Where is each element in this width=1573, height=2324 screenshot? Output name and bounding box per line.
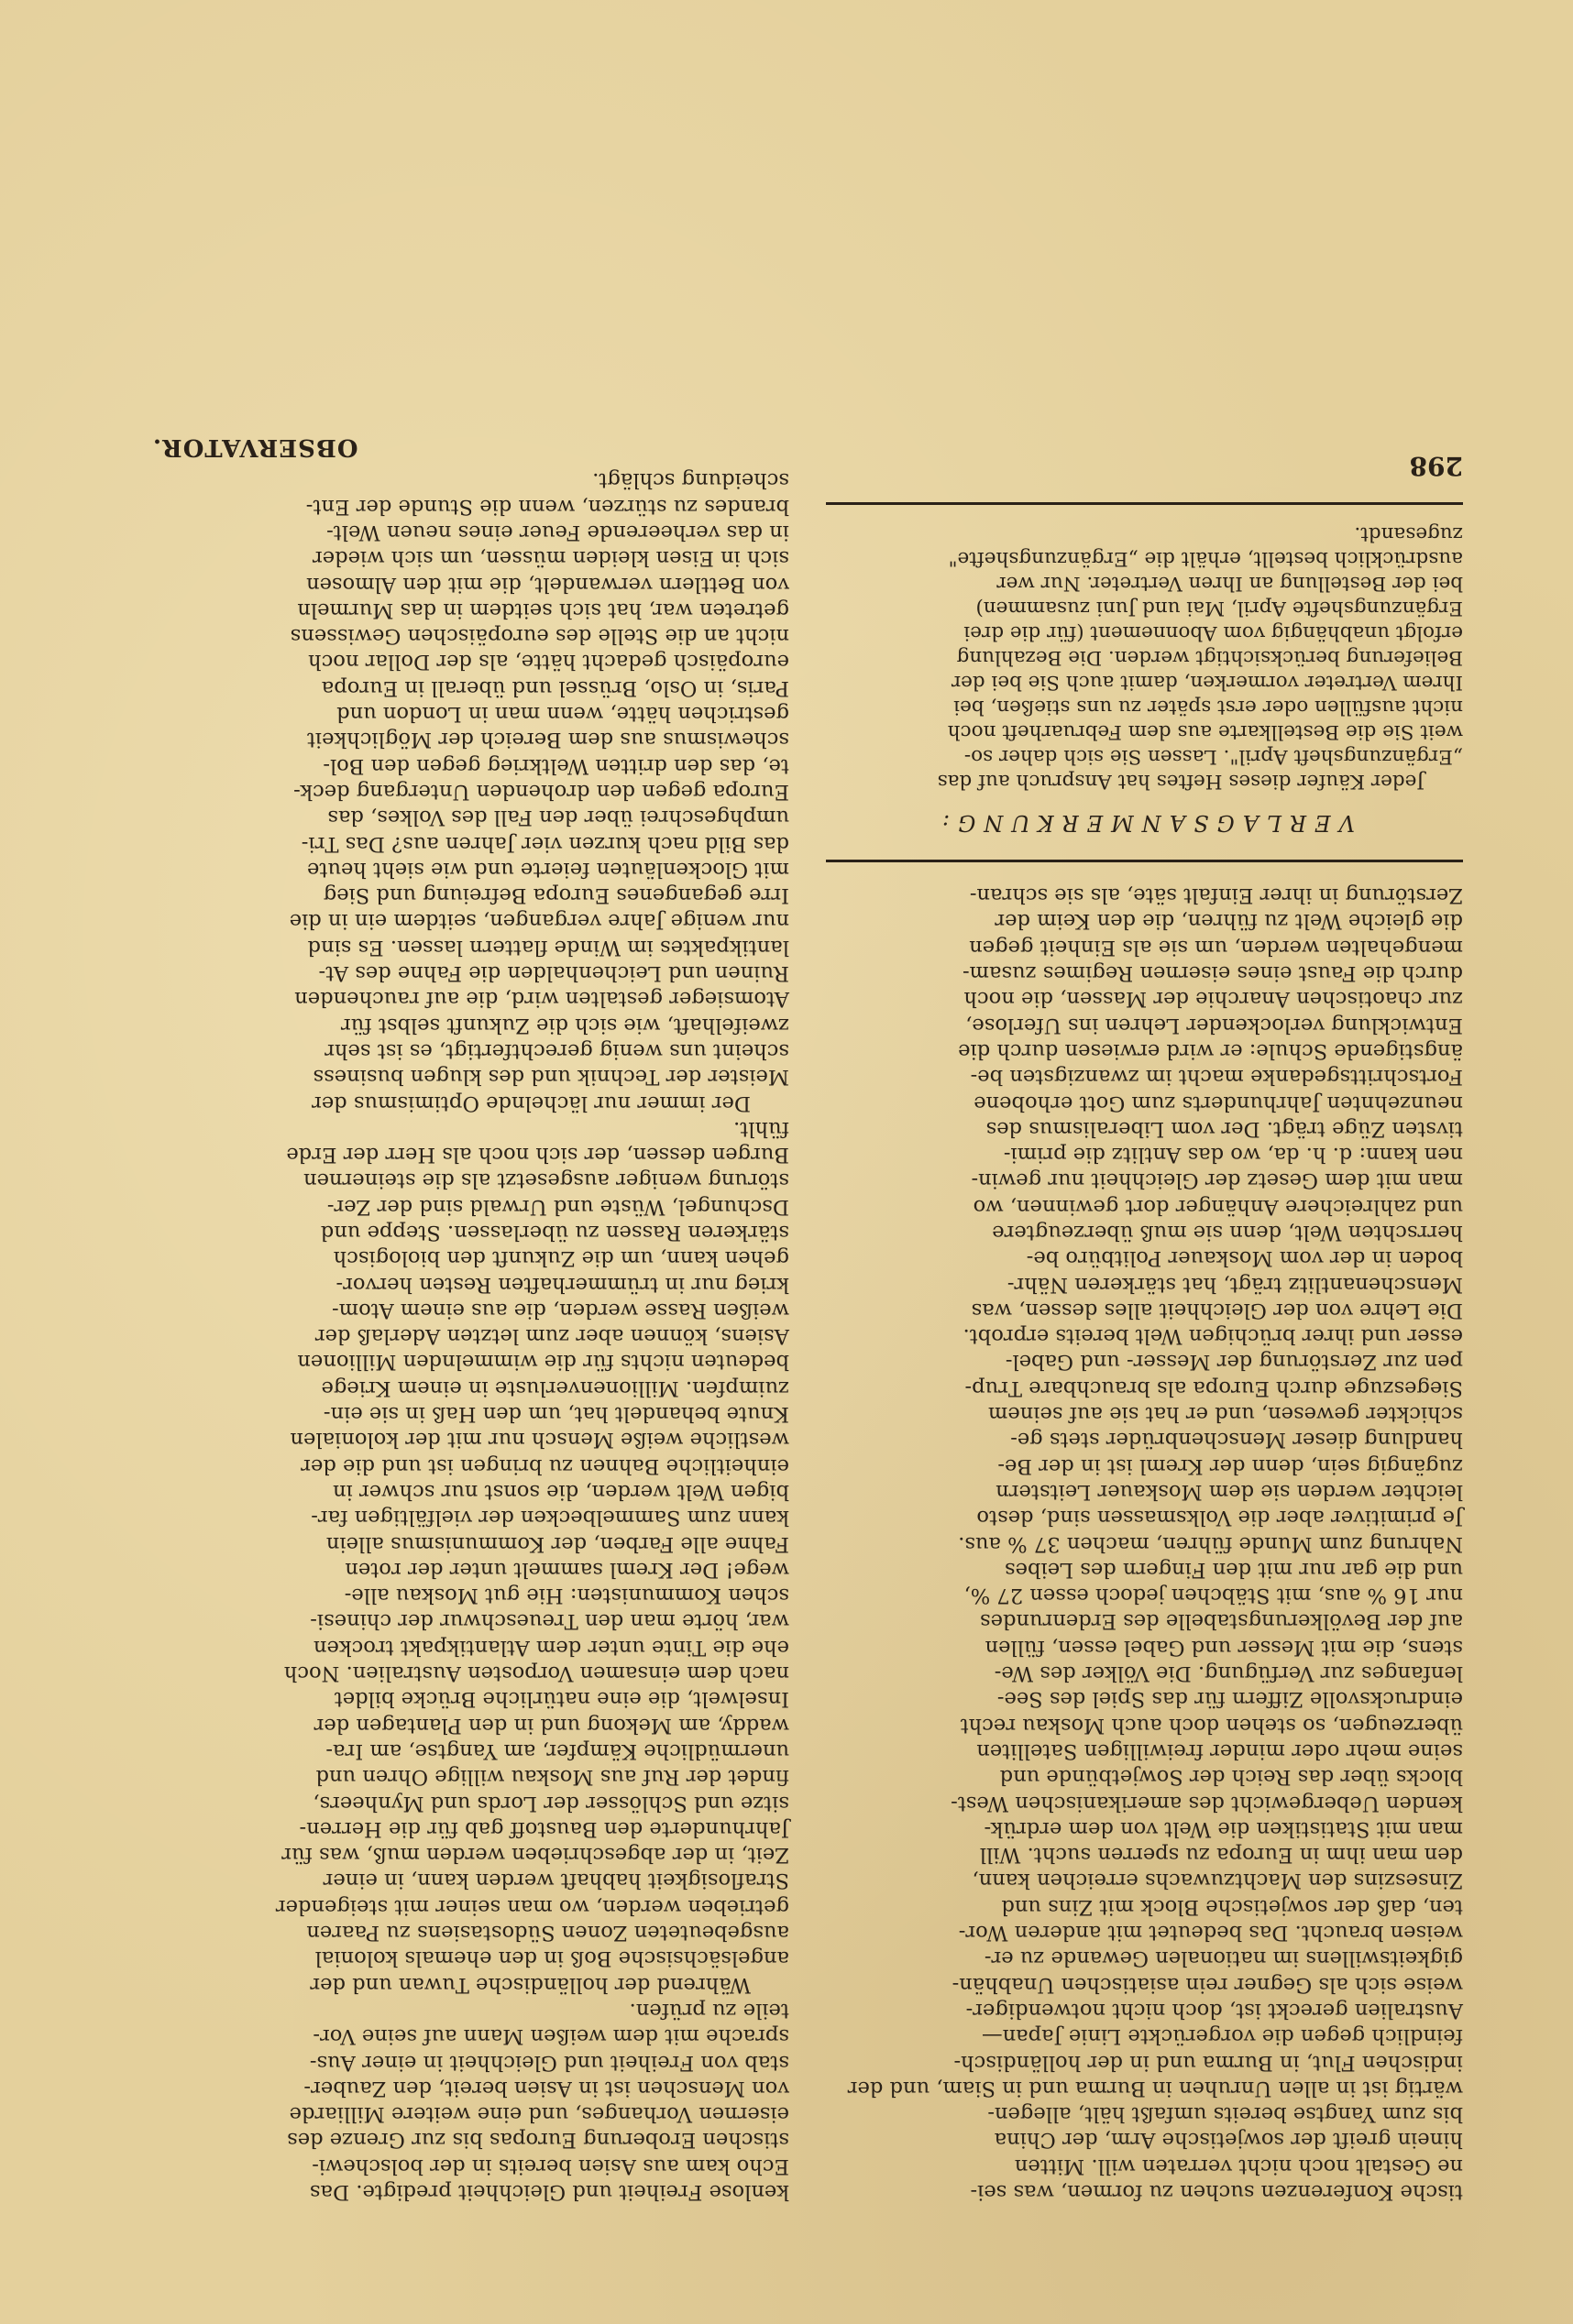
right-paragraph-1: kenlose Freiheit und Gleichheit predigte. Das Echo kam aus Asien bereits in der bolschewi- stischen Eroberung Europas bis zur Grenze des eisernen Vorhanges, und eine weitere Milliarde von Menschen ist in Asien bereit, den Zauber- stab von Freiheit und Gleichheit in einer Aus- sprache mit dem weißen Mann auf seine Vor- teile zu prüfen. xyxy=(287,1998,789,2204)
right-column xyxy=(152,434,789,2205)
page-number: 298 xyxy=(1409,450,1463,481)
right-paragraph-2: Während der holländische Tuwan und der angelsächsische Boß in den ehemals kolonial ausgebeuteten Zonen Südostasiens zu Paaren getrieben werden, wo man seiner mit steigender Straflosigkeit habhaft werden kann, in einer Zeit, in der abgeschrieben werden muß, was für Jahrhunderte den Baustoff gab für die Herren- sitze und Schlösser der Lords und Mynheers, findet der Ruf aus Moskau willige Ohren und unermüdliche Kämpfer, am Yangtse, am Ira- waddy, am Mekong und in den Plantagen der Inselwelt, die eine natürliche Brücke bildet nach dem einsamen Vorposten Australien. Noch ehe die Tinte unter dem Atlantikpakt trocken war, hörte man den Treueschwur der chinesi- schen Kommunisten: Hie gut Moskau alle- wege! Der Kreml sammelt unter der roten Fahne alle Farben, der Kommunismus allein kann zum Sammelbecken der vielfältigen far- bigen Welt werden, die sonst nur schwer in einheitliche Bahnen zu bringen ist und die der westliche weiße Mensch nur mit der kolonialen Knute behandelt hat, um den Haß in sie ein- zuimpfen. Millionenverluste in einem Kriege bedeuten nichts für die wimmelnden Millionen Asiens, können aber zum letzten Aderlaß der weißen Rasse werden, die aus einem Atom- krieg nur in trümmerhaften Resten hervor- gehen kann, um die Zukunft den biologisch stärkeren Rassen zu überlassen. Steppe und Dschungel, Wüste und Urwald sind der Zer- störung weniger ausgesetzt als die steinernen Burgen dessen, der sich noch als Herr der Erde fühlt. xyxy=(275,1116,789,1997)
notice-heading: VERLAGSANMERKUNG: xyxy=(934,809,1355,836)
notice-text: Jeder Käufer dieses Heftes hat Anspruch auf das „Ergänzungsheft April". Lassen Sie sich daher so- weit Sie die Bestellkarte aus dem Februarheft noch nicht ausfüllen oder erst später zu uns stießen, bei Ihrem Vertreter vormerken, damit auch Sie bei der Belieferung berücksichtigt werden. Die Bezahlung erfolgt unabhängig vom Abonnement (für die drei Ergänzungshefte April, Mai und Juni zusammen) bei der Bestellung an Ihren Vertreter. Nur wer ausdrücklich bestellt, erhält die „Ergänzungshefte" zugesandt. xyxy=(937,521,1463,793)
left-paragraph-1: tische Konferenzen suchen zu formen, was sei- ne Gestalt noch nicht verraten will. Mitten hinein greift der sowjetische Arm, der China bis zum Yangtse bereits umfaßt hält, allegen- wärtig ist in allen Unruhen in Burma und in Siam, und der indischen Flut, in Burma und in der holländisch- feindlich gegen die vorgerückte Linie Japan— Australien gereckt ist, doch nicht notwendiger- weise sich als Gegner rein asiatischen Unabhän- gigkeitswillens im nationalen Gewande zu er- weisen braucht. Das bedeutet mit anderen Wor- ten, daß der sowjetische Block mit Zins und Zinseszins den Machtzuwachs erreichen kann, den man ihm in Europa zu sperren sucht. Will man mit Statistiken die Welt von dem erdrük- kenden Uebergewicht des amerikanischen West- blocks über das Reich der Sowjetbünde und seine mehr oder minder freiwilligen Satelliten überzeugen, so stehen doch auch Moskau recht eindrucksvolle Ziffern für das Spiel des See- lenfanges zur Verfügung. Die Völker des We- stens, die mit Messer und Gabel essen, füllen auf der Bevölkerungstabelle des Erdenrundes nur 16 % aus, mit Stäbchen jedoch essen 27 %, und die gar nur mit den Fingern des Leibes Nahrung zum Munde führen, machen 37 % aus. Je primitiver aber die Volksmassen sind, desto leichter werden sie dem Moskauer Leitstern zugängig sein, denn der Kreml ist in der Be- handlung dieser Menschenbrüder stets ge- schickter gewesen, und er hat sie auf seinem Siegeszuge durch Europa als brauchbare Trup- pen zur Zerstörung der Messer- und Gabel- esser und ihrer brüchigen Welt bereits erprobt. Die Lehre von der Gleichheit alles dessen, was Menschenantlitz trägt, hat stärkeren Nähr- boden in der vom Moskauer Politbüro be- herrschten Welt, denn sie muß überzeugtere und zahlreichere Anhänger dort gewinnen, wo man mit dem Gesetz der Gleichheit nur gewin- nen kann: d. h. da, wo das Antlitz die primi- tivsten Züge trägt. Der vom Liberalismus des neunzehnten Jahrhunderts zum Gott erhobene Fortschrittsgedanke macht im zwanzigsten be- ängstigende Schule: er wird erwiesen durch die Entwicklung verlockender Lehren ins Uferlose, zur chaotischen Anarchie der Massen, die noch durch die Faust eines eisernen Regimes zusam- mengehalten werden, um sie als Einheit gegen die gleiche Welt zu führen, die den Keim der Zerstörung in ihrer Einfalt säte, als sie schran- xyxy=(847,883,1463,2204)
divider-bottom xyxy=(826,502,1463,505)
left-column xyxy=(826,452,1463,2205)
author-signature: OBSERVATOR. xyxy=(152,433,358,462)
divider-top xyxy=(826,860,1463,862)
right-paragraph-3: Der immer nur lächelnde Optimismus der Meister der Technik und des klugen business scheint uns wenig gerechtfertigt, es ist sehr zweifelhaft, wie sich die Zukunft selbst für Atomsieger gestalten wird, die auf rauchenden Ruinen und Leichenhalden die Fahne des At- lantikpaktes im Winde flattern lassen. Es sind nur wenige Jahre vergangen, seitdem ein in die Irre gegangenes Europa Befreiung und Sieg mit Glockenläuten feierte und wie sieht heute das Bild nach kurzen vier Jahren aus? Das Tri- umphgeschrei über den Fall des Volkes, das Europa gegen den drohenden Untergang deck- te, das den dritten Weltkrieg gegen den Bol- schewismus aus dem Bereich der Möglichkeit gestrichen hätte, wenn man in London und Paris, in Oslo, Brüssel und überall in Europa europäisch gedacht hätte, als der Dollar noch nicht an die Stelle des europäischen Gewissens getreten war, hat sich seitdem in das Murmeln von Bettlern verwandelt, die mit den Almosen sich in Eisen kleiden müssen, um sich wieder in das verheerende Feuer eines neuen Welt- brandes zu stürzen, wenn die Stunde der Ent- scheidung schlägt. xyxy=(289,468,789,1115)
